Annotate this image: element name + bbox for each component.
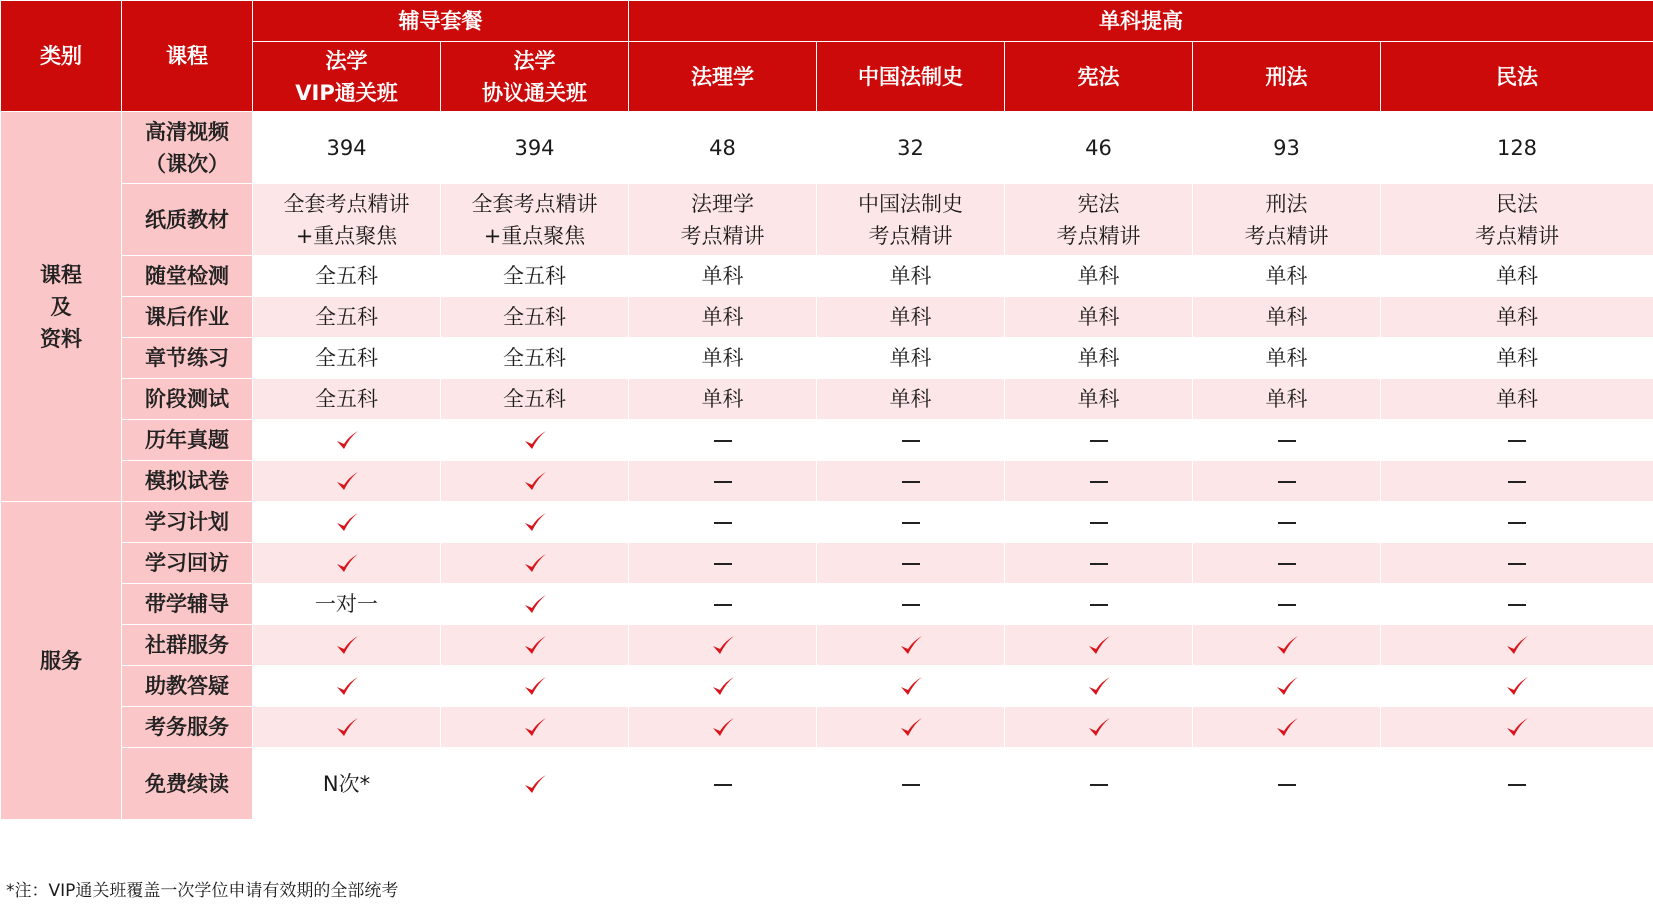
value-cell: [817, 543, 1005, 584]
value-cell: [629, 502, 817, 543]
table-row: [1, 543, 1653, 584]
value-cell: [629, 748, 817, 820]
check-mark-icon: [710, 715, 736, 741]
course-label: 考务服务: [145, 715, 229, 739]
table-row: [1, 379, 1653, 420]
value-cell: [1193, 420, 1381, 461]
cell-value: 法理学 考点精讲: [680, 191, 765, 248]
value-cell: [1381, 461, 1653, 502]
value-cell: [441, 584, 629, 625]
value-cell: [1381, 584, 1653, 625]
value-cell: [1193, 502, 1381, 543]
table-row: [1, 297, 1653, 338]
column-header-label: 法理学: [691, 64, 754, 89]
dash-icon: [714, 522, 732, 524]
value-cell: [817, 420, 1005, 461]
course-label-cell: [122, 256, 253, 297]
value-cell: [441, 625, 629, 666]
value-cell: [441, 379, 629, 420]
value-cell: [629, 379, 817, 420]
value-cell: [817, 379, 1005, 420]
course-label-cell: [122, 584, 253, 625]
value-cell: [1381, 256, 1653, 297]
check-mark-icon: [1504, 674, 1530, 700]
cell-value: 宪法 考点精讲: [1056, 191, 1141, 248]
value-cell: [1193, 379, 1381, 420]
check-mark-icon: [334, 551, 360, 577]
value-cell: [1193, 666, 1381, 707]
value-cell: [1005, 707, 1193, 748]
cell-value: 46: [1085, 135, 1112, 160]
table-row: [1, 420, 1653, 461]
value-cell: [629, 584, 817, 625]
value-cell: [817, 297, 1005, 338]
cell-value: 128: [1496, 135, 1538, 160]
check-mark-icon: [334, 510, 360, 536]
course-label: 免费续读: [145, 771, 229, 796]
course-label: 模拟试卷: [145, 469, 229, 493]
cell-value: 全五科: [503, 264, 566, 288]
category-label: 服务: [40, 648, 82, 673]
course-label-cell: [122, 112, 253, 184]
cell-value: 单科: [701, 346, 744, 370]
course-label-cell: [122, 625, 253, 666]
dash-icon: [1090, 563, 1108, 565]
cell-value: 单科: [889, 264, 932, 288]
cell-value: 93: [1273, 135, 1300, 160]
cell-value: 全五科: [503, 387, 566, 411]
value-cell: [1005, 461, 1193, 502]
course-label-cell: [122, 379, 253, 420]
column-header-label: 民法: [1496, 64, 1538, 89]
check-mark-icon: [710, 674, 736, 700]
course-label-cell: [122, 297, 253, 338]
value-cell: [629, 461, 817, 502]
cell-value: 394: [514, 135, 555, 160]
check-mark-icon: [898, 633, 924, 659]
header-category: 类别: [1, 1, 122, 112]
dash-icon: [714, 440, 732, 442]
value-cell: [1005, 748, 1193, 820]
value-cell: [1381, 666, 1653, 707]
cell-value: 单科: [889, 346, 932, 370]
value-cell: [441, 748, 629, 820]
cell-value: 单科: [1496, 264, 1538, 288]
value-cell: [441, 707, 629, 748]
value-cell: [1193, 748, 1381, 820]
check-mark-icon: [1504, 715, 1530, 741]
cell-value: 全套考点精讲 +重点聚焦: [471, 191, 598, 248]
column-header-6: [1381, 42, 1653, 112]
value-cell: [817, 666, 1005, 707]
check-mark-icon: [522, 469, 548, 495]
value-cell: [253, 543, 441, 584]
cell-value: 单科: [1496, 387, 1538, 411]
dash-icon: [902, 604, 920, 606]
value-cell: [629, 543, 817, 584]
dash-icon: [1508, 522, 1526, 524]
value-cell: [1193, 584, 1381, 625]
value-cell: [1381, 502, 1653, 543]
value-cell: [253, 297, 441, 338]
dash-icon: [902, 563, 920, 565]
value-cell: [1005, 256, 1193, 297]
dash-icon: [714, 604, 732, 606]
check-mark-icon: [334, 715, 360, 741]
value-cell: [1005, 338, 1193, 379]
cell-value: 单科: [1077, 346, 1120, 370]
cell-value: 一对一: [315, 592, 378, 616]
check-mark-icon: [1086, 674, 1112, 700]
value-cell: [1193, 543, 1381, 584]
cell-value: 单科: [1077, 305, 1120, 329]
cell-value: 全五科: [503, 346, 566, 370]
cell-value: 全五科: [315, 264, 378, 288]
value-cell: [1005, 112, 1193, 184]
value-cell: [1381, 420, 1653, 461]
value-cell: [253, 184, 441, 256]
value-cell: [629, 338, 817, 379]
cell-value: 刑法 考点精讲: [1244, 191, 1329, 248]
value-cell: [1005, 666, 1193, 707]
header-course: 课程: [122, 1, 253, 112]
check-mark-icon: [334, 428, 360, 454]
value-cell: [253, 666, 441, 707]
table-row: [1, 502, 1653, 543]
value-cell: [629, 112, 817, 184]
value-cell: [441, 461, 629, 502]
value-cell: [1381, 338, 1653, 379]
value-cell: [441, 543, 629, 584]
value-cell: [253, 625, 441, 666]
check-mark-icon: [1086, 715, 1112, 741]
column-header-label: 中国法制史: [858, 64, 963, 89]
column-header-2: [629, 42, 817, 112]
value-cell: [1381, 184, 1653, 256]
value-cell: [1381, 625, 1653, 666]
value-cell: [1193, 256, 1381, 297]
column-header-label: 法学 协议通关班: [482, 48, 587, 105]
category-label: 课程 及 资料: [40, 262, 82, 351]
column-header-label: 宪法: [1077, 64, 1120, 89]
check-mark-icon: [334, 633, 360, 659]
cell-value: 全五科: [315, 305, 378, 329]
value-cell: [629, 256, 817, 297]
check-mark-icon: [334, 469, 360, 495]
check-mark-icon: [522, 551, 548, 577]
value-cell: [1193, 184, 1381, 256]
value-cell: [1005, 502, 1193, 543]
column-header-label: 刑法: [1265, 64, 1308, 89]
check-mark-icon: [522, 592, 548, 618]
column-header-4: [1005, 42, 1193, 112]
dash-icon: [1278, 784, 1296, 786]
value-cell: [441, 112, 629, 184]
value-cell: [629, 666, 817, 707]
dash-icon: [1508, 784, 1526, 786]
value-cell: [1381, 543, 1653, 584]
dash-icon: [1090, 481, 1108, 483]
dash-icon: [902, 784, 920, 786]
value-cell: [1005, 584, 1193, 625]
dash-icon: [1278, 563, 1296, 565]
value-cell: [629, 420, 817, 461]
dash-icon: [1508, 563, 1526, 565]
value-cell: [817, 338, 1005, 379]
column-header-0: [253, 42, 441, 112]
table-row: [1, 584, 1653, 625]
check-mark-icon: [522, 510, 548, 536]
value-cell: [253, 502, 441, 543]
column-header-1: [441, 42, 629, 112]
cell-value: 单科: [1265, 387, 1308, 411]
course-label: 高清视频 （课次）: [145, 119, 229, 176]
course-label: 助教答疑: [145, 674, 229, 698]
course-label: 历年真题: [145, 428, 229, 452]
value-cell: [817, 625, 1005, 666]
value-cell: [629, 707, 817, 748]
course-label: 社群服务: [145, 633, 229, 657]
course-label: 课后作业: [145, 305, 229, 329]
cell-value: 全套考点精讲 +重点聚焦: [283, 191, 410, 248]
value-cell: [817, 112, 1005, 184]
dash-icon: [1278, 522, 1296, 524]
cell-value: N次*: [322, 771, 371, 796]
value-cell: [1193, 625, 1381, 666]
value-cell: [441, 184, 629, 256]
category-cell: [1, 112, 122, 502]
dash-icon: [1278, 481, 1296, 483]
cell-value: 全五科: [315, 387, 378, 411]
course-label-cell: [122, 707, 253, 748]
check-mark-icon: [522, 715, 548, 741]
value-cell: [1381, 748, 1653, 820]
dash-icon: [1090, 784, 1108, 786]
table-row: [1, 707, 1653, 748]
table-row: [1, 338, 1653, 379]
dash-icon: [902, 440, 920, 442]
value-cell: [1005, 297, 1193, 338]
cell-value: 全五科: [503, 305, 566, 329]
course-label-cell: [122, 666, 253, 707]
value-cell: [1381, 112, 1653, 184]
value-cell: [1381, 379, 1653, 420]
dash-icon: [902, 481, 920, 483]
column-header-3: [817, 42, 1005, 112]
value-cell: [817, 584, 1005, 625]
value-cell: [1005, 625, 1193, 666]
value-cell: [629, 297, 817, 338]
cell-value: 中国法制史 考点精讲: [858, 191, 963, 248]
course-label: 阶段测试: [145, 387, 229, 411]
value-cell: [253, 584, 441, 625]
header-group-single: 单科提高: [629, 1, 1653, 42]
value-cell: [441, 666, 629, 707]
course-label-cell: [122, 184, 253, 256]
cell-value: 单科: [1077, 264, 1120, 288]
check-mark-icon: [1274, 633, 1300, 659]
value-cell: [253, 461, 441, 502]
value-cell: [441, 502, 629, 543]
value-cell: [1005, 543, 1193, 584]
value-cell: [441, 338, 629, 379]
check-mark-icon: [1274, 674, 1300, 700]
table-row: [1, 625, 1653, 666]
course-label-cell: [122, 748, 253, 820]
check-mark-icon: [1086, 633, 1112, 659]
cell-value: 394: [326, 135, 367, 160]
cell-value: 单科: [1077, 387, 1120, 411]
value-cell: [817, 748, 1005, 820]
check-mark-icon: [898, 715, 924, 741]
dash-icon: [1508, 440, 1526, 442]
category-cell: [1, 502, 122, 820]
value-cell: [253, 748, 441, 820]
check-mark-icon: [898, 674, 924, 700]
table-row: [1, 112, 1653, 184]
dash-icon: [1508, 604, 1526, 606]
dash-icon: [1090, 522, 1108, 524]
course-label: 随堂检测: [145, 264, 229, 288]
dash-icon: [1090, 440, 1108, 442]
dash-icon: [1508, 481, 1526, 483]
cell-value: 48: [709, 135, 736, 160]
value-cell: [1193, 707, 1381, 748]
cell-value: 32: [897, 135, 924, 160]
course-label: 纸质教材: [145, 207, 229, 232]
value-cell: [817, 256, 1005, 297]
value-cell: [441, 256, 629, 297]
value-cell: [1005, 420, 1193, 461]
course-label: 章节练习: [145, 346, 229, 370]
cell-value: 单科: [701, 305, 744, 329]
value-cell: [1005, 184, 1193, 256]
dash-icon: [714, 563, 732, 565]
table-row: [1, 256, 1653, 297]
dash-icon: [1278, 604, 1296, 606]
dash-icon: [1278, 440, 1296, 442]
value-cell: [817, 707, 1005, 748]
table-row: [1, 748, 1653, 820]
check-mark-icon: [522, 428, 548, 454]
value-cell: [817, 502, 1005, 543]
column-header-5: [1193, 42, 1381, 112]
value-cell: [253, 256, 441, 297]
cell-value: 单科: [1265, 264, 1308, 288]
cell-value: 全五科: [315, 346, 378, 370]
header-group-package: 辅导套餐: [253, 1, 629, 42]
cell-value: 单科: [1496, 346, 1538, 370]
value-cell: [441, 297, 629, 338]
cell-value: 单科: [701, 264, 744, 288]
dash-icon: [1090, 604, 1108, 606]
value-cell: [629, 625, 817, 666]
value-cell: [253, 379, 441, 420]
value-cell: [1193, 461, 1381, 502]
cell-value: 单科: [1496, 305, 1538, 329]
table-row: [1, 666, 1653, 707]
cell-value: 单科: [701, 387, 744, 411]
table-row: [1, 461, 1653, 502]
course-label-cell: [122, 338, 253, 379]
footnote: *注：VIP通关班覆盖一次学位申请有效期的全部统考: [6, 881, 399, 901]
course-label: 学习计划: [145, 510, 229, 534]
column-header-label: 法学 VIP通关班: [295, 48, 398, 105]
table-row: [1, 184, 1653, 256]
course-label-cell: [122, 461, 253, 502]
dash-icon: [714, 481, 732, 483]
value-cell: [817, 461, 1005, 502]
value-cell: [441, 420, 629, 461]
dash-icon: [902, 522, 920, 524]
check-mark-icon: [710, 633, 736, 659]
check-mark-icon: [1504, 633, 1530, 659]
value-cell: [253, 420, 441, 461]
value-cell: [1381, 297, 1653, 338]
check-mark-icon: [1274, 715, 1300, 741]
value-cell: [1193, 338, 1381, 379]
course-label-cell: [122, 543, 253, 584]
value-cell: [253, 707, 441, 748]
value-cell: [253, 112, 441, 184]
cell-value: 民法 考点精讲: [1475, 191, 1559, 248]
cell-value: 单科: [889, 387, 932, 411]
value-cell: [1193, 112, 1381, 184]
course-label: 带学辅导: [145, 592, 229, 616]
check-mark-icon: [522, 633, 548, 659]
dash-icon: [714, 784, 732, 786]
check-mark-icon: [522, 674, 548, 700]
cell-value: 单科: [1265, 305, 1308, 329]
check-mark-icon: [522, 772, 548, 798]
course-label-cell: [122, 420, 253, 461]
course-label: 学习回访: [145, 551, 229, 575]
value-cell: [817, 184, 1005, 256]
cell-value: 单科: [889, 305, 932, 329]
value-cell: [1005, 379, 1193, 420]
check-mark-icon: [334, 674, 360, 700]
cell-value: 单科: [1265, 346, 1308, 370]
value-cell: [1193, 297, 1381, 338]
value-cell: [629, 184, 817, 256]
value-cell: [1381, 707, 1653, 748]
course-label-cell: [122, 502, 253, 543]
value-cell: [253, 338, 441, 379]
